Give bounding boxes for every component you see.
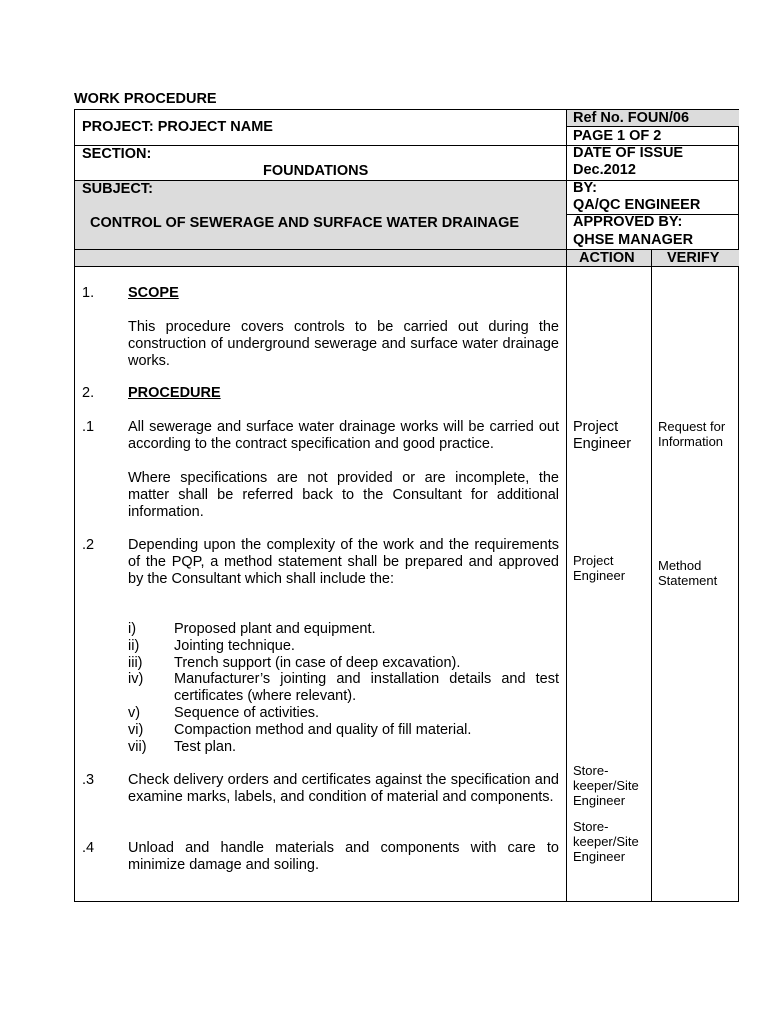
row-divider (75, 180, 739, 181)
divider-action (566, 110, 567, 902)
section-label: SECTION: (82, 146, 152, 162)
by-label: BY: (573, 180, 597, 196)
item-1-text: All sewerage and surface water drainage works will be carried out according to the contract specification and good practice. (128, 419, 559, 452)
item-4-text: Unload and handle materials and components with care to minimize damage and soiling. (128, 840, 559, 873)
date-value: Dec.2012 (573, 162, 636, 178)
date-label: DATE OF ISSUE (573, 145, 684, 161)
procedure-heading: PROCEDURE (128, 385, 221, 401)
list-item-number: iv) (128, 671, 144, 687)
scope-text: This procedure covers controls to be carried out during the construction of underground sewerage and surface water drainage works. (128, 319, 559, 369)
row-divider (75, 249, 739, 250)
list-item-number: iii) (128, 655, 143, 671)
procedure-number: 2. (82, 385, 95, 401)
divider-verify (651, 250, 652, 902)
item-1-action: Project Engineer (573, 419, 632, 452)
verify-header: VERIFY (667, 250, 720, 266)
list-item-number: vii) (128, 739, 147, 755)
item-3-text: Check delivery orders and certificates against the specification and examine marks, labels, and condition of material and components. (128, 772, 559, 805)
ref-number: Ref No. FOUN/06 (573, 110, 690, 126)
item-3-action: Store-keeper/Site Engineer (573, 763, 639, 808)
document-title: WORK PROCEDURE (74, 91, 217, 107)
item-4-number: .4 (82, 840, 95, 856)
scope-number: 1. (82, 285, 95, 301)
item-1-verify: Request for Information (658, 419, 726, 449)
list-item: Proposed plant and equipment. (174, 621, 376, 637)
by-value: QA/QC ENGINEER (573, 197, 701, 213)
list-item: Jointing technique. (174, 638, 295, 654)
list-item: Test plan. (174, 739, 237, 755)
list-item: Trench support (in case of deep excavation). (174, 655, 461, 671)
list-item: Manufacturer’s jointing and installation details and test certificates (where relevant). (174, 671, 559, 704)
scope-heading: SCOPE (128, 285, 179, 301)
list-item-number: v) (128, 705, 141, 721)
subject-value: CONTROL OF SEWERAGE AND SURFACE WATER DRAINAGE (90, 215, 520, 231)
column-header-shading (75, 250, 739, 266)
subject-label: SUBJECT: (82, 181, 153, 197)
item-2-verify: Method Statement (658, 558, 718, 588)
section-value: FOUNDATIONS (263, 163, 369, 179)
item-1-text-2: Where specifications are not provided or are incomplete, the matter shall be referred back to the Consultant for additional information. (128, 470, 559, 520)
list-item-number: i) (128, 621, 137, 637)
project-name: PROJECT: PROJECT NAME (82, 119, 273, 135)
page-number: PAGE 1 OF 2 (573, 128, 662, 144)
approved-value: QHSE MANAGER (573, 232, 694, 248)
list-item: Compaction method and quality of fill material. (174, 722, 472, 738)
item-3-number: .3 (82, 772, 95, 788)
list-item: Sequence of activities. (174, 705, 320, 721)
list-item-number: vi) (128, 722, 144, 738)
row-divider (75, 266, 739, 267)
item-4-action: Store-keeper/Site Engineer (573, 819, 639, 864)
approved-label: APPROVED BY: (573, 214, 683, 230)
item-2-text: Depending upon the complexity of the work and the requirements of the PQP, a method statement shall be prepared and approved by the Consultant which shall include the: (128, 537, 559, 587)
action-header: ACTION (579, 250, 635, 266)
item-1-number: .1 (82, 419, 95, 435)
list-item-number: ii) (128, 638, 140, 654)
procedure-table (74, 109, 739, 902)
item-2-action: Project Engineer (573, 553, 626, 583)
item-2-number: .2 (82, 537, 95, 553)
